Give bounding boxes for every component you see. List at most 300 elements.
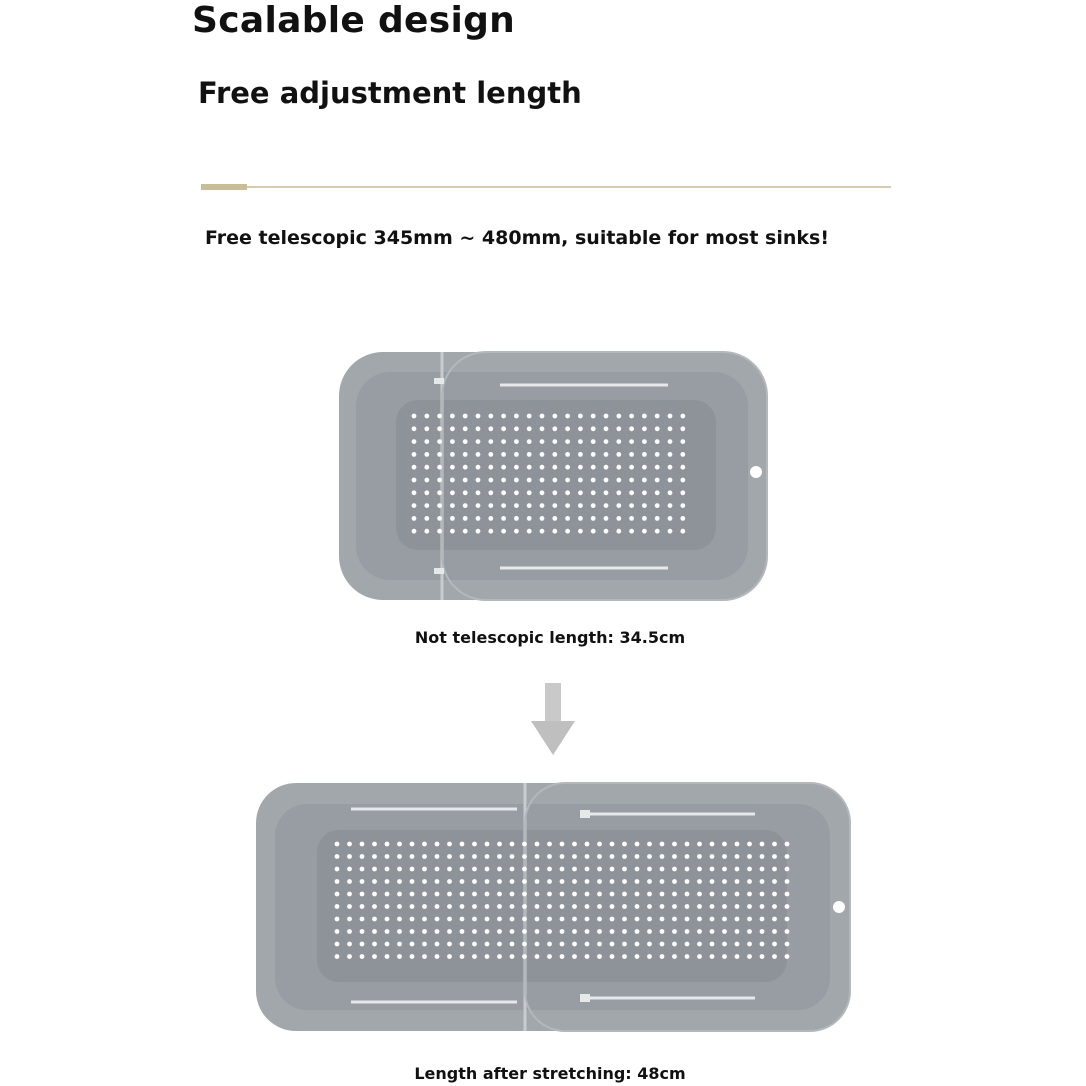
drain-hole — [476, 478, 481, 483]
drain-hole — [463, 529, 468, 534]
drain-hole — [722, 879, 727, 884]
drain-hole — [722, 854, 727, 859]
drain-hole — [642, 465, 647, 470]
drain-hole — [410, 892, 415, 897]
drain-hole — [412, 529, 417, 534]
drain-hole — [747, 904, 752, 909]
drain-hole — [476, 426, 481, 431]
drain-hole — [610, 904, 615, 909]
drain-hole — [680, 452, 685, 457]
drain-hole — [410, 929, 415, 934]
drain-hole — [604, 426, 609, 431]
drain-hole — [697, 879, 702, 884]
drain-hole — [437, 439, 442, 444]
drain-hole — [622, 942, 627, 947]
drain-hole — [347, 892, 352, 897]
drain-hole — [460, 867, 465, 872]
drain-hole — [385, 917, 390, 922]
drain-hole — [647, 904, 652, 909]
drain-hole — [560, 867, 565, 872]
drain-hole — [347, 867, 352, 872]
drain-hole — [655, 516, 660, 521]
drain-hole — [522, 854, 527, 859]
drain-hole — [501, 529, 506, 534]
drain-hole — [616, 529, 621, 534]
drain-hole — [522, 892, 527, 897]
drain-hole — [622, 917, 627, 922]
drain-hole — [760, 854, 765, 859]
drain-hole — [591, 414, 596, 419]
drain-hole — [735, 842, 740, 847]
drain-hole — [772, 929, 777, 934]
drain-hole — [514, 439, 519, 444]
drain-hole — [735, 892, 740, 897]
drain-hole — [597, 854, 602, 859]
drain-hole — [535, 904, 540, 909]
drain-hole — [585, 842, 590, 847]
drain-hole — [410, 942, 415, 947]
drain-hole — [635, 917, 640, 922]
drain-hole — [672, 879, 677, 884]
drain-hole — [522, 942, 527, 947]
drain-hole — [385, 954, 390, 959]
drain-hole — [642, 439, 647, 444]
drain-hole — [747, 867, 752, 872]
drain-hole — [760, 917, 765, 922]
drain-hole — [710, 942, 715, 947]
drain-hole — [747, 954, 752, 959]
drain-hole — [501, 490, 506, 495]
drain-hole — [697, 854, 702, 859]
extended-length-caption: Length after stretching: 48cm — [414, 1064, 686, 1083]
drain-hole — [747, 929, 752, 934]
drain-hole — [435, 942, 440, 947]
drain-hole — [335, 854, 340, 859]
drain-hole — [655, 414, 660, 419]
drain-hole — [578, 426, 583, 431]
drain-hole — [360, 954, 365, 959]
drain-hole — [422, 917, 427, 922]
drain-hole — [522, 929, 527, 934]
drain-hole — [522, 904, 527, 909]
drain-hole — [514, 465, 519, 470]
drain-hole — [360, 904, 365, 909]
drain-hole — [501, 503, 506, 508]
drain-hole — [672, 854, 677, 859]
drain-hole — [604, 478, 609, 483]
drain-hole — [735, 879, 740, 884]
drain-hole — [697, 867, 702, 872]
drain-hole — [685, 954, 690, 959]
drain-hole — [347, 842, 352, 847]
drain-hole — [501, 414, 506, 419]
drain-hole — [578, 529, 583, 534]
drain-hole — [697, 954, 702, 959]
drain-hole — [685, 892, 690, 897]
drain-hole — [472, 942, 477, 947]
drain-hole — [450, 465, 455, 470]
drain-hole — [642, 529, 647, 534]
drain-hole — [547, 954, 552, 959]
drain-hole — [397, 892, 402, 897]
drain-hole — [450, 529, 455, 534]
drain-hole — [565, 452, 570, 457]
drain-hole — [647, 867, 652, 872]
drain-hole — [422, 842, 427, 847]
drain-hole — [514, 516, 519, 521]
drain-hole — [385, 942, 390, 947]
drain-hole — [660, 854, 665, 859]
drain-hole — [685, 854, 690, 859]
drain-hole — [710, 929, 715, 934]
drain-hole — [585, 854, 590, 859]
drain-hole — [501, 478, 506, 483]
drain-hole — [597, 954, 602, 959]
drain-hole — [760, 904, 765, 909]
drain-hole — [535, 954, 540, 959]
drain-hole — [472, 842, 477, 847]
drain-hole — [585, 929, 590, 934]
drain-hole — [335, 867, 340, 872]
drain-hole — [635, 842, 640, 847]
drain-hole — [335, 929, 340, 934]
drain-hole — [597, 917, 602, 922]
drain-hole — [616, 414, 621, 419]
drain-hole — [552, 452, 557, 457]
drain-hole — [616, 490, 621, 495]
drain-hole — [685, 879, 690, 884]
drain-hole — [410, 842, 415, 847]
drain-hole — [585, 867, 590, 872]
drain-hole — [527, 503, 532, 508]
drain-hole — [385, 842, 390, 847]
drain-hole — [412, 490, 417, 495]
drain-hole — [622, 904, 627, 909]
drain-hole — [360, 929, 365, 934]
drain-hole — [668, 516, 673, 521]
drain-hole — [655, 465, 660, 470]
drain-hole — [540, 452, 545, 457]
drain-hole — [772, 879, 777, 884]
drain-hole — [447, 879, 452, 884]
drain-hole — [552, 478, 557, 483]
drain-hole — [647, 954, 652, 959]
drain-hole — [672, 904, 677, 909]
drain-hole — [412, 414, 417, 419]
drain-hole — [497, 854, 502, 859]
drain-hole — [722, 929, 727, 934]
drain-hole — [447, 954, 452, 959]
drain-hole — [772, 854, 777, 859]
drain-hole — [668, 414, 673, 419]
page-title: Scalable design — [192, 0, 516, 41]
drain-hole — [437, 465, 442, 470]
drain-hole — [672, 892, 677, 897]
drain-hole — [672, 867, 677, 872]
drain-hole — [610, 917, 615, 922]
drain-hole — [510, 854, 515, 859]
drain-hole — [647, 917, 652, 922]
drain-hole — [629, 426, 634, 431]
drain-hole — [710, 892, 715, 897]
drain-hole — [772, 942, 777, 947]
drain-hole — [772, 917, 777, 922]
drain-hole — [597, 942, 602, 947]
drain-hole — [760, 942, 765, 947]
drain-hole — [710, 904, 715, 909]
drain-hole — [668, 465, 673, 470]
drain-hole — [629, 503, 634, 508]
drain-hole — [647, 854, 652, 859]
drain-hole — [785, 854, 790, 859]
drain-hole — [510, 904, 515, 909]
drain-hole — [697, 929, 702, 934]
drain-hole — [437, 529, 442, 534]
drain-hole — [680, 465, 685, 470]
drain-hole — [372, 842, 377, 847]
drain-hole — [335, 892, 340, 897]
drain-hole — [450, 516, 455, 521]
drain-hole — [747, 892, 752, 897]
drain-hole — [485, 954, 490, 959]
drain-hole — [335, 954, 340, 959]
drain-hole — [785, 954, 790, 959]
drain-hole — [547, 942, 552, 947]
drain-hole — [604, 529, 609, 534]
drain-hole — [785, 867, 790, 872]
drain-hole — [685, 904, 690, 909]
drain-hole — [476, 439, 481, 444]
drain-hole — [655, 503, 660, 508]
drain-hole — [585, 917, 590, 922]
drain-hole — [647, 942, 652, 947]
drain-hole — [527, 478, 532, 483]
drain-hole — [450, 452, 455, 457]
drain-hole — [616, 439, 621, 444]
drain-hole — [360, 942, 365, 947]
drain-hole — [547, 904, 552, 909]
drain-hole — [685, 917, 690, 922]
drain-hole — [616, 452, 621, 457]
drain-hole — [410, 879, 415, 884]
drain-hole — [660, 867, 665, 872]
drain-hole — [450, 478, 455, 483]
drain-hole — [616, 516, 621, 521]
drain-hole — [547, 842, 552, 847]
drain-hole — [535, 929, 540, 934]
drain-hole — [597, 867, 602, 872]
drain-hole — [597, 842, 602, 847]
drain-hole — [372, 904, 377, 909]
drain-hole — [629, 439, 634, 444]
drain-hole — [463, 478, 468, 483]
drain-hole — [565, 516, 570, 521]
drain-hole — [660, 942, 665, 947]
drain-hole — [335, 904, 340, 909]
drain-hole — [422, 942, 427, 947]
drain-hole — [437, 426, 442, 431]
drain-hole — [735, 942, 740, 947]
drain-hole — [655, 478, 660, 483]
drain-hole — [447, 892, 452, 897]
drain-hole — [514, 529, 519, 534]
drain-hole — [785, 942, 790, 947]
drain-hole — [424, 414, 429, 419]
drain-hole — [629, 478, 634, 483]
drain-hole — [655, 490, 660, 495]
drain-hole — [597, 929, 602, 934]
drain-hole — [535, 867, 540, 872]
drain-hole — [565, 478, 570, 483]
drain-hole — [463, 490, 468, 495]
drain-hole — [527, 414, 532, 419]
drain-hole — [497, 904, 502, 909]
drain-hole — [547, 892, 552, 897]
drain-hole — [410, 854, 415, 859]
drain-hole — [535, 942, 540, 947]
drain-hole — [572, 904, 577, 909]
drain-hole — [397, 842, 402, 847]
drain-hole — [685, 842, 690, 847]
drain-hole — [497, 867, 502, 872]
drain-hole — [535, 842, 540, 847]
drain-hole — [372, 929, 377, 934]
drain-hole — [635, 854, 640, 859]
drain-hole — [655, 426, 660, 431]
drain-hole — [501, 452, 506, 457]
drain-hole — [547, 929, 552, 934]
drain-hole — [642, 478, 647, 483]
drain-hole — [535, 879, 540, 884]
drain-hole — [527, 516, 532, 521]
drain-hole — [397, 929, 402, 934]
drain-hole — [629, 516, 634, 521]
drain-hole — [447, 917, 452, 922]
drain-hole — [552, 516, 557, 521]
drain-hole — [697, 942, 702, 947]
drain-hole — [547, 879, 552, 884]
drain-hole — [472, 904, 477, 909]
drain-hole — [710, 879, 715, 884]
drain-hole — [347, 854, 352, 859]
drain-hole — [476, 414, 481, 419]
drain-hole — [610, 942, 615, 947]
drain-hole — [565, 426, 570, 431]
drain-hole — [642, 516, 647, 521]
drain-hole — [710, 954, 715, 959]
drain-hole — [735, 954, 740, 959]
drain-hole — [472, 892, 477, 897]
drain-hole — [540, 490, 545, 495]
drain-hole — [397, 904, 402, 909]
drain-hole — [412, 426, 417, 431]
drain-hole — [360, 842, 365, 847]
drain-hole — [463, 426, 468, 431]
drain-hole — [616, 465, 621, 470]
drain-hole — [578, 452, 583, 457]
drain-hole — [472, 879, 477, 884]
drain-hole — [527, 465, 532, 470]
drain-hole — [760, 929, 765, 934]
drain-hole — [610, 867, 615, 872]
drain-hole — [591, 516, 596, 521]
feature-description: Free telescopic 345mm ~ 480mm, suitable for most sinks! — [205, 227, 829, 249]
drain-hole — [435, 842, 440, 847]
drain-hole — [591, 478, 596, 483]
drain-hole — [660, 879, 665, 884]
drain-hole — [560, 879, 565, 884]
drain-hole — [540, 516, 545, 521]
drain-hole — [647, 842, 652, 847]
drain-hole — [668, 503, 673, 508]
drain-hole — [460, 954, 465, 959]
drain-hole — [540, 529, 545, 534]
drain-hole — [629, 529, 634, 534]
drain-hole — [604, 516, 609, 521]
drain-hole — [572, 954, 577, 959]
drain-hole — [772, 867, 777, 872]
drain-hole — [424, 426, 429, 431]
drain-hole — [514, 490, 519, 495]
drain-hole — [412, 465, 417, 470]
drain-hole — [680, 414, 685, 419]
drain-hole — [485, 842, 490, 847]
drain-hole — [412, 478, 417, 483]
drain-hole — [647, 879, 652, 884]
drain-hole — [655, 452, 660, 457]
drain-hole — [497, 892, 502, 897]
drain-hole — [585, 904, 590, 909]
drain-hole — [710, 867, 715, 872]
drain-hole — [514, 426, 519, 431]
drain-hole — [514, 452, 519, 457]
drain-hole — [372, 942, 377, 947]
drain-hole — [772, 892, 777, 897]
drain-hole — [642, 414, 647, 419]
drain-hole — [424, 465, 429, 470]
drain-hole — [540, 478, 545, 483]
drain-hole — [697, 904, 702, 909]
drain-hole — [497, 929, 502, 934]
drain-hole — [437, 414, 442, 419]
drain-hole — [447, 904, 452, 909]
drain-hole — [722, 917, 727, 922]
drain-hole — [497, 842, 502, 847]
drain-hole — [372, 954, 377, 959]
drain-hole — [435, 892, 440, 897]
drain-hole — [360, 854, 365, 859]
drain-hole — [360, 879, 365, 884]
drain-hole — [685, 929, 690, 934]
drain-hole — [572, 867, 577, 872]
drain-hole — [610, 879, 615, 884]
drain-hole — [565, 490, 570, 495]
drain-hole — [680, 478, 685, 483]
drain-hole — [501, 516, 506, 521]
drain-hole — [422, 954, 427, 959]
drain-hole — [450, 490, 455, 495]
drain-hole — [560, 892, 565, 897]
drain-hole — [347, 904, 352, 909]
drain-hole — [772, 842, 777, 847]
drain-hole — [660, 954, 665, 959]
drain-hole — [527, 439, 532, 444]
drain-hole — [680, 529, 685, 534]
drain-hole — [610, 892, 615, 897]
drain-hole — [591, 529, 596, 534]
divider-accent — [201, 184, 247, 190]
drain-hole — [437, 503, 442, 508]
